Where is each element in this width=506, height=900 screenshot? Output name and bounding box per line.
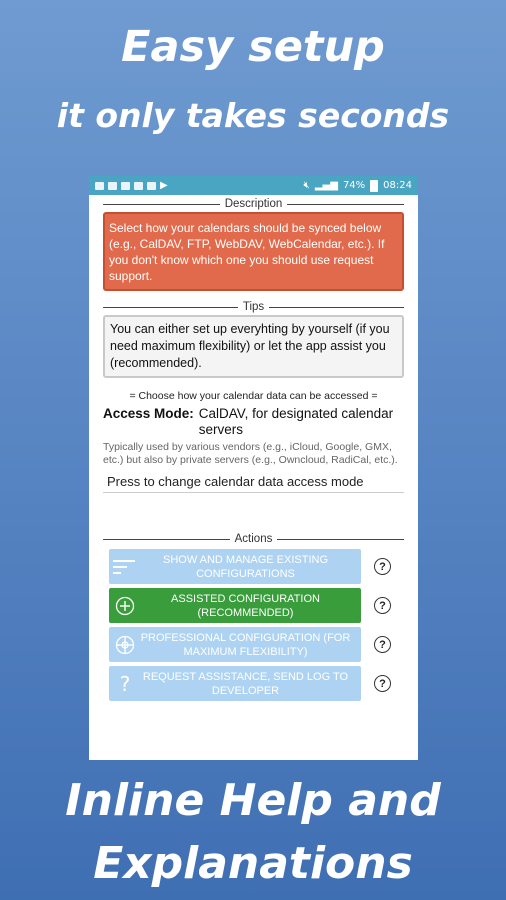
help-icon[interactable]: ? bbox=[374, 558, 391, 575]
actions-header: Actions bbox=[103, 533, 404, 545]
image-icon bbox=[134, 182, 143, 190]
promo-footer-line2: Explanations bbox=[93, 838, 413, 889]
access-section-header: = Choose how your calendar data can be accessed = bbox=[129, 390, 378, 402]
plus-circle-icon bbox=[112, 593, 138, 619]
access-mode-label: Access Mode: bbox=[103, 406, 194, 421]
description-header: Description bbox=[103, 198, 404, 210]
tips-box: You can either set up everyhting by yourself (if you need maximum flexibility) or let the app assist you (recommended). bbox=[103, 315, 404, 378]
signal-icon: ▂▄▆ bbox=[314, 180, 338, 191]
list-icon bbox=[112, 554, 138, 580]
assisted-configuration-button[interactable]: ASSISTED CONFIGURATION (RECOMMENDED) bbox=[109, 588, 361, 623]
settings-icon bbox=[112, 632, 138, 658]
mail-icon bbox=[147, 182, 156, 190]
battery-icon bbox=[370, 180, 378, 192]
promo-footer-line1: Inline Help and bbox=[65, 775, 441, 826]
access-mode-details: Typically used by various vendors (e.g., iCloud, Google, GMX, etc.) but also by private servers (e.g., Owncloud, RadiCal, etc.). bbox=[103, 441, 398, 466]
help-icon[interactable]: ? bbox=[374, 597, 391, 614]
show-configurations-button[interactable]: SHOW AND MANAGE EXISTING CONFIGURATIONS bbox=[109, 549, 361, 584]
message-icon bbox=[121, 182, 130, 190]
mute-icon: 🔇︎ bbox=[303, 180, 310, 191]
description-box: Select how your calendars should be synced below (e.g., CalDAV, FTP, WebDAV, WebCalendar, etc.). If you don't know which one you should use request support. bbox=[103, 212, 404, 291]
help-icon[interactable]: ? bbox=[374, 636, 391, 653]
access-mode-row bbox=[103, 406, 404, 438]
question-icon: ? bbox=[119, 671, 131, 696]
tips-header: Tips bbox=[103, 301, 404, 313]
clock: 08:24 bbox=[383, 180, 412, 191]
phone-screen bbox=[89, 176, 418, 760]
play-store-icon: ▶ bbox=[160, 180, 168, 191]
promo-subtitle: it only takes seconds bbox=[56, 96, 450, 135]
status-bar bbox=[89, 176, 418, 195]
battery-percent: 74% bbox=[342, 180, 366, 191]
promo-title: Easy setup bbox=[121, 22, 385, 72]
request-assistance-button[interactable]: ? REQUEST ASSISTANCE, SEND LOG TO DEVELOPER bbox=[109, 666, 361, 701]
change-access-mode-button[interactable]: Press to change calendar data access mode bbox=[103, 472, 404, 493]
help-icon[interactable]: ? bbox=[374, 675, 391, 692]
access-mode-value: CalDAV, for designated calendar servers bbox=[198, 406, 394, 437]
notification-icon bbox=[95, 182, 104, 190]
professional-configuration-button[interactable]: PROFESSIONAL CONFIGURATION (FOR MAXIMUM FLEXIBILITY) bbox=[109, 627, 361, 662]
mail-icon bbox=[108, 182, 117, 190]
